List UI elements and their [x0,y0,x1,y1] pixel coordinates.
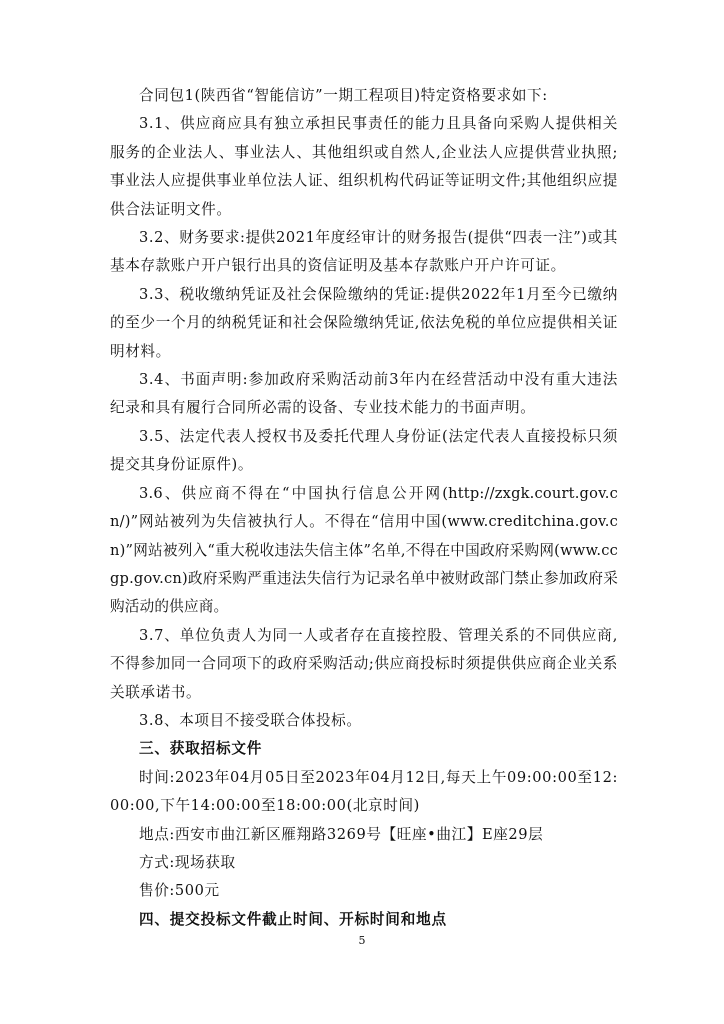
page-number: 5 [358,934,366,947]
document-price: 售价:500元 [139,882,220,900]
acquisition-place: 地点:西安市曲江新区雁翔路3269号【旺座•曲江】E座29层 [139,825,544,843]
requirement-3-1: 3.1、供应商应具有独立承担民事责任的能力且具备向采购人提供相关服务的企业法人、事业法人、其他组织或自然人,企业法人应提供营业执照;事业法人应提供事业单位法人证、组织机构代码证等证明文件;其他组织应提供合法证明文件。 [110,115,618,218]
intro-paragraph: 合同包1(陕西省“智能信访”一期工程项目)特定资格要求如下: [139,87,548,104]
acquisition-time: 时间:2023年04月05日至2023年04月12日,每天上午09:00:00至12:00:00,下午14:00:00至18:00:00(北京时间) [110,768,618,815]
requirement-3-7: 3.7、单位负责人为同一人或者存在直接控股、管理关系的不同供应商,不得参加同一合同项下的政府采购活动;供应商投标时须提供供应商企业关系关联承诺书。 [110,626,618,701]
requirement-3-3: 3.3、税收缴纳凭证及社会保险缴纳的凭证:提供2022年1月至今已缴纳的至少一个月的纳税凭证和社会保险缴纳凭证,依法免税的单位应提供相关证明材料。 [110,285,618,360]
acquisition-method: 方式:现场获取 [139,853,236,871]
requirement-3-6: 3.6、供应商不得在“中国执行信息公开网(http://zxgk.court.gov.cn/)”网站被列为失信被执行人。不得在“信用中国(www.creditchina.gov.cn)”网站被列入“重大税收违法失信主体”名单,不得在中国政府采购网(www.ccgp.gov.cn)政府采购严重违法失信行为记录名单中被财政部门禁止参加政府采购活动的供应商。 [110,484,618,616]
section-heading-4: 四、提交投标文件截止时间、开标时间和地点 [139,910,447,928]
requirement-3-8: 3.8、本项目不接受联合体投标。 [139,711,362,729]
requirement-3-5: 3.5、法定代表人授权书及委托代理人身份证(法定代表人直接投标只须提交其身份证原件)。 [110,427,618,474]
requirement-3-4: 3.4、书面声明:参加政府采购活动前3年内在经营活动中没有重大违法纪录和具有履行合同所必需的设备、专业技术能力的书面声明。 [110,371,618,417]
section-heading-3: 三、获取招标文件 [139,740,263,758]
requirement-3-2: 3.2、财务要求:提供2021年度经审计的财务报告(提供“四表一注”)或其基本存款账户开户银行出具的资信证明及基本存款账户开户许可证。 [110,229,618,275]
document-body [110,82,618,934]
